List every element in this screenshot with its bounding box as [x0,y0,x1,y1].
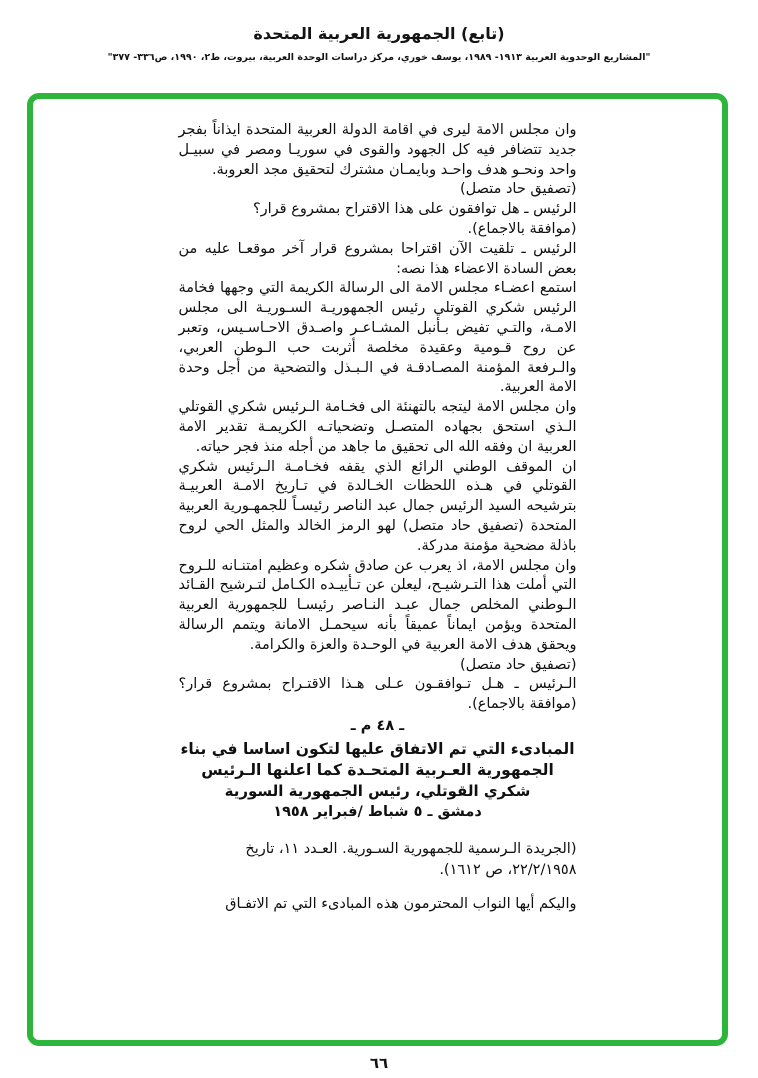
paragraph-president-question: الرئيس ـ هل توافقون على هذا الاقتراح بمشروع قرار؟ [252,201,577,218]
section-heading-line1: المبادىء التي تم الاتفاق عليها لتكون اساسا في بناء [180,739,575,758]
stage-direction-applause-2: (تصفيق حاد متصل) [460,656,577,673]
text-column [179,121,577,915]
paragraph-national-stance: ان الموقف الوطني الرائع الذي يقفه فخـامـة الـرئيس شكري القوتلي في هـذه اللحظات الخـالدة في تـاريخ الامـة العربيـة بترشيحه السيد الرئيس جمال عبد الناصر رئيسـاً للجمهـورية العربية المتحدة (تصفيق حاد متصل) لهو الرمز الخالد والمثل الحي لروح باذلة مضحية مؤمنة مدركة. [178,458,577,554]
section-heading [179,739,577,823]
gazette-citation: (الجريدة الـرسمية للجمهورية السـورية. العـدد ١١، تاريخ ٢٢/٢/١٩٥٨، ص ١٦١٢). [245,840,577,878]
paragraph-endorsement: وان مجلس الامة، اذ يعرب عن صادق شكره وعظيم امتنـانه للـروح التي أملت هذا التـرشيـح، ليعلن عن تـأييـده الكـامل لتـرشيح القـائد الـوطني المخلص جمال عبـد النـاصر رئيسـا للجمهورية العربية المتحدة ويؤمن ايماناً عميقاً بأنه سيحمـل الامانة ويتمم الرسالة ويحقق هدف الامة العربية في الوحـدة والعزة والكرامة. [178,557,577,653]
page-header [0,0,758,63]
section-heading-line3: شكري القوتلي، رئيس الجمهورية السورية [224,781,531,800]
stage-direction-applause: (تصفيق حاد متصل) [460,181,577,198]
section-heading-line2: الجمهورية العـربية المتحـدة كما اعلنها الـرئيس [201,760,554,779]
stage-direction-unanimous: (موافقة بالاجماع). [467,220,577,237]
paragraph-congratulations: وان مجلس الامة ليتجه بالتهنئة الى فخـامة الـرئيس شكري القوتلي الـذي استحق بجهاده المتصـل وتضحياتـه الكريمـة تقدير الامة العربية ان وفقه الله الى تحقيق ما جاهد من أجله منذ فجر حياته. [178,399,577,455]
section-marker-48m: ـ ٤٨ م ـ [350,717,405,734]
page-number: ٦٦ [369,1054,389,1072]
paragraph-president-new-draft: الرئيس ـ تلقيت الآن اقتراحا بمشروع قرار آخر موقعـا عليه من بعض السادة الاعضاء هذا نصه: [178,240,577,277]
page-title: (تابع) الجمهورية العربية المتحدة [253,24,505,43]
paragraph-president-vote: الـرئيس ـ هـل تـوافقـون عـلى هـذا الاقتـراح بمشروع قرار؟(موافقة بالاجماع). [178,676,577,713]
paragraph-closing: واليكم أيها النواب المحترمون هذه المبادىء التي تم الاتفـاق [225,895,577,912]
paragraph-union-dawn: وان مجلس الامة ليرى في اقامة الدولة العربية المتحدة ايذاناً بفجر جديد تتضافر فيه كل الجهود والقوى في سوريـا ومصر في سبيـل واحد ونحـو هدف واحـد وبايمـان مشترك لتحقيق مجد العروبة. [178,122,577,178]
section-heading-line4: دمشق ـ ٥ شباط /فبراير ١٩٥٨ [273,803,482,820]
green-border-frame [27,93,728,1046]
source-citation: "المشاريع الوحدوية العربية ١٩١٣- ١٩٨٩، يوسف خوري، مركز دراسات الوحدة العربية، بيروت، ط٢، ١٩٩٠، ص٣٣٦- ٣٧٧" [107,52,651,63]
paragraph-message-received: استمع اعضـاء مجلس الامة الى الرسالة الكريمة التي وجهها فخامة الرئيس شكري القوتلي رئيس الجمهوريـة السـوريـة الى مجلس الامـة، والتـي تفيض بـأنبل المشـاعـر واصـدق الاحـاسـيس، وتعبر عن روح قـومية وعقيدة مخلصة أثربت حب الـوطن العربي، والـرفعة المؤمنة المصـادقـة في الـبـذل والتضحية من أجل وحدة الامة العربية. [178,280,577,396]
